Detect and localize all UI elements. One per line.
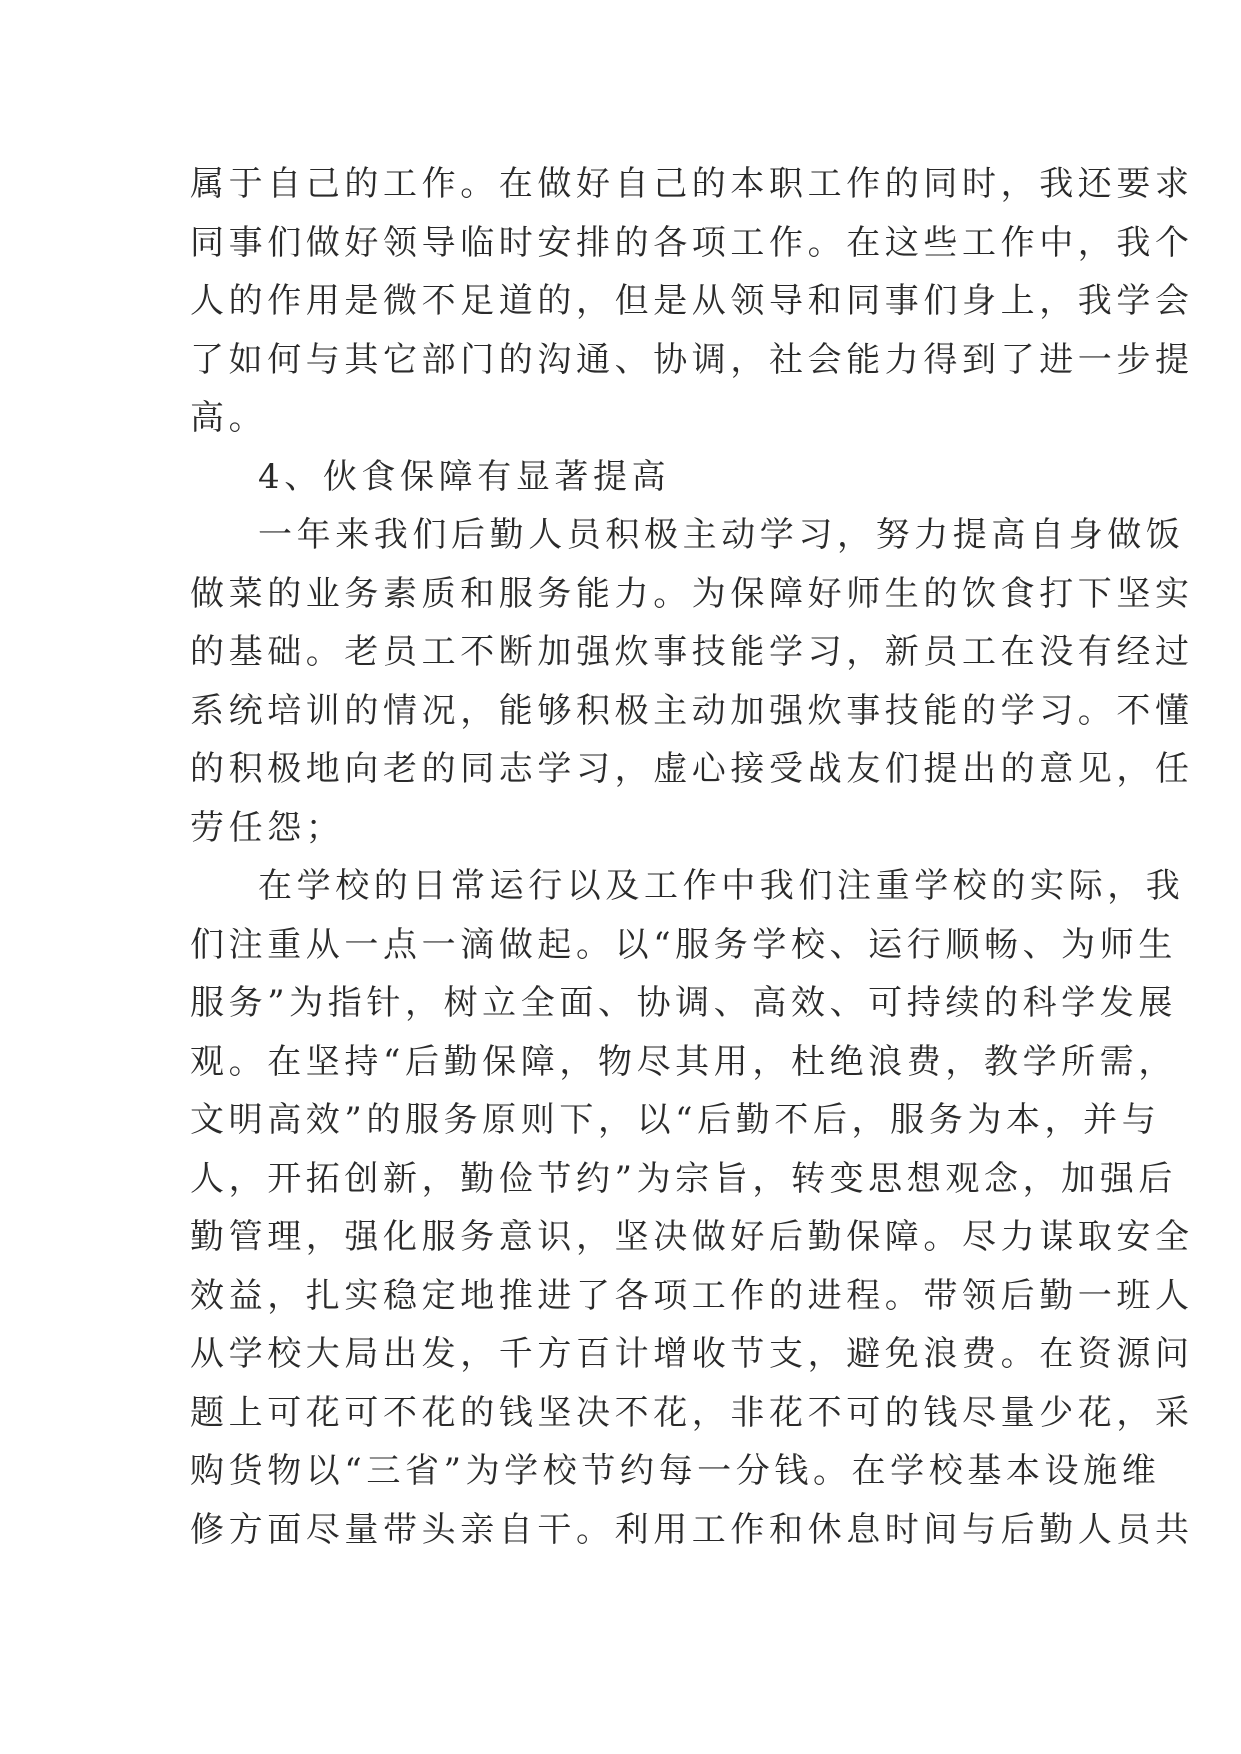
- text-line: 同事们做好领导临时安排的各项工作。在这些工作中，我个: [190, 222, 1194, 263]
- text-line: 勤管理，强化服务意识，坚决做好后勤保障。尽力谋取安全: [190, 1217, 1194, 1257]
- text-line: 题上可花可不花的钱坚决不花，非花不可的钱尽量少花，采: [190, 1392, 1194, 1433]
- text-line: 人，开拓创新，勤俭节约”为宗旨，转变思想观念，加强后: [190, 1158, 1177, 1199]
- text-line: 观。在坚持“后勤保障，物尽其用，杜绝浪费，教学所需，: [190, 1041, 1177, 1082]
- text-line: 人的作用是微不足道的，但是从领导和同事们身上，我学会: [190, 281, 1194, 321]
- section-heading: 4、伙食保障有显著提高: [258, 456, 671, 497]
- text-line: 了如何与其它部门的沟通、协调，社会能力得到了进一步提: [190, 339, 1194, 380]
- text-line: 的基础。老员工不断加强炊事技能学习，新员工在没有经过: [190, 632, 1194, 672]
- text-line: 们注重从一点一滴做起。以“服务学校、运行顺畅、为师生: [190, 924, 1177, 965]
- text-line: 购货物以“三省”为学校节约每一分钱。在学校基本设施维: [190, 1451, 1161, 1491]
- text-line: 服务”为指针，树立全面、协调、高效、可持续的科学发展: [190, 983, 1177, 1023]
- text-line: 属于自己的工作。在做好自己的本职工作的同时，我还要求: [190, 164, 1194, 204]
- text-line: 系统培训的情况，能够积极主动加强炊事技能的学习。不懂: [190, 690, 1194, 731]
- text-line: 从学校大局出发，千方百计增收节支，避免浪费。在资源问: [190, 1334, 1194, 1374]
- text-line: 的积极地向老的同志学习，虚心接受战友们提出的意见，任: [190, 749, 1194, 789]
- text-line: 效益，扎实稳定地推进了各项工作的进程。带领后勤一班人: [190, 1275, 1194, 1316]
- text-line: 做菜的业务素质和服务能力。为保障好师生的饮食打下坚实: [190, 573, 1194, 614]
- paragraph-first-line: 一年来我们后勤人员积极主动学习，努力提高自身做饭: [258, 515, 1185, 555]
- paragraph-first-line: 在学校的日常运行以及工作中我们注重学校的实际，我: [258, 866, 1185, 906]
- text-line: 高。: [190, 398, 268, 438]
- text-line: 劳任怨；: [190, 807, 345, 848]
- text-line: 文明高效”的服务原则下，以“后勤不后，服务为本，并与: [190, 1100, 1161, 1140]
- text-line: 修方面尽量带头亲自干。利用工作和休息时间与后勤人员共: [190, 1509, 1194, 1550]
- body-text: [190, 155, 1194, 1559]
